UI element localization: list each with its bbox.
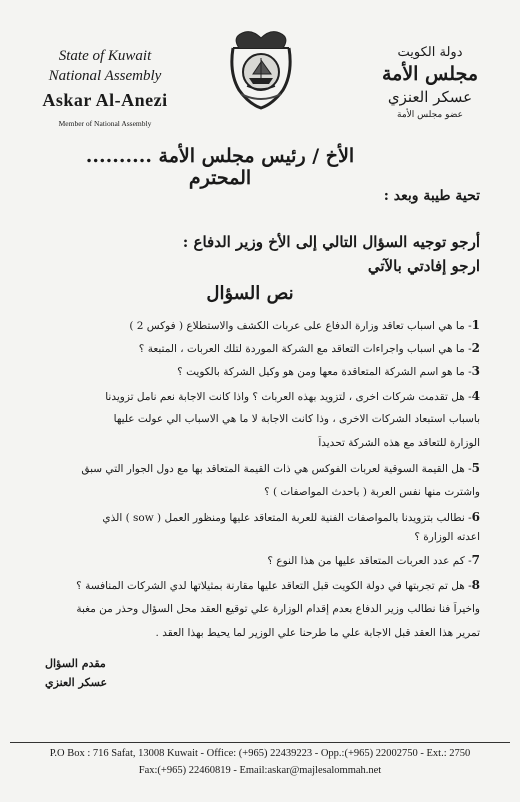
question-number: 4 [471, 389, 480, 403]
question-4-line-2: باسباب استبعاد الشركات الاخرى ، وذا كانت الاجابة لا ما هي الاسباب الي عولت عليها [113, 413, 480, 425]
question-3 [50, 364, 480, 379]
question-4-line-3: الوزارة للتعاقد مع هذه الشركة تحديداً [318, 437, 480, 449]
question-number: 8 [471, 578, 480, 592]
member-name-ar: عسكر العنزي [387, 88, 473, 106]
footer-contact-line: P.O Box : 716 Safat, 13008 Kuwait - Office: (+965) 22439223 - Opp.:(+965) 22002750 - Ext.: 2750 [49, 748, 471, 759]
question-6 [50, 510, 480, 525]
question-5-line-2: واشترت منها نفس العربة ( باحدث المواصفات ) ؟ [264, 486, 480, 498]
salutation: الأخ / رئيس مجلس الأمة .......... المحترم [85, 145, 355, 189]
signature-name: عسكر العنزي [45, 676, 108, 689]
questions-title: نص السؤال [206, 283, 294, 304]
request-line-1: أرجو توجيه السؤال التالي إلى الأخ وزير الدفاع : [182, 233, 480, 251]
signature-title: مقدم السؤال [45, 657, 106, 670]
question-text: - ما هي اسباب تعاقد وزارة الدفاع على عربات الكشف والاستطلاع ( فوكس 2 ) [129, 320, 472, 332]
question-number: 1 [471, 318, 480, 332]
footer-fax-email-line: Fax:(+965) 22460819 - Email:askar@majlesalommah.net [138, 765, 382, 776]
question-number: 2 [471, 341, 480, 355]
member-name-en: Askar Al-Anezi [42, 90, 168, 110]
question-8-line-2: واخيراً فنا نطالب وزير الدفاع بعدم إقدام الوزارة علي توقيع العقد محل السؤال وحذر من مغبة [76, 603, 480, 615]
question-number: 6 [471, 510, 480, 524]
question-text: - ما هو اسم الشركة المتعاقدة معها ومن هو وكيل الشركة بالكويت ؟ [177, 366, 472, 378]
assembly-name-en: National Assembly [48, 68, 162, 84]
greeting: تحية طيبة وبعد : [383, 188, 480, 204]
question-number: 3 [471, 364, 480, 378]
arabic-letterhead [370, 44, 490, 122]
kuwait-emblem-icon [225, 28, 297, 110]
state-name-en: State of Kuwait [58, 48, 152, 64]
question-2 [50, 341, 480, 356]
question-8-line-3: تمرير هذا العقد قبل الاجابة علي ما طرحنا علي الوزير لما يحيط بهذا العقد . [155, 627, 480, 639]
assembly-name-ar: مجلس الأمة [381, 63, 479, 85]
question-7 [50, 553, 480, 568]
question-number: 5 [471, 461, 480, 475]
question-8 [50, 578, 480, 593]
question-4 [50, 389, 480, 404]
question-text: - نطالب بتزويدنا بالمواصفات الفنية للعربة المتعاقد عليها ومنظور العمل ( sow ) الذي [102, 512, 472, 524]
question-5 [50, 461, 480, 476]
question-number: 7 [471, 553, 480, 567]
request-line-2: ارجو إفادتي بالآتي [367, 257, 480, 275]
footer-divider [10, 742, 510, 743]
english-letterhead [30, 46, 180, 130]
member-role-ar: عضو مجلس الأمة [397, 110, 463, 120]
question-text: - هل تقدمت شركات اخرى ، لتزويد بهذه العربات ؟ واذا كانت الاجابة نعم نامل تزويدنا [105, 391, 472, 403]
question-text: - هل تم تجربتها في دولة الكويت قبل التعاقد عليها مقارنة بمثيلاتها لدي الشركات المنافسة ؟ [76, 580, 472, 592]
question-6-line-2: اعدته الوزارة ؟ [414, 531, 480, 543]
question-text: - كم عدد العربات المتعاقد عليها من هذا النوع ؟ [267, 555, 472, 567]
question-1 [50, 318, 480, 333]
member-role-en: Member of National Assembly [58, 119, 152, 128]
state-name-ar: دولة الكويت [397, 45, 463, 60]
question-text: - هل القيمة السوقية لعربات الفوكس هي ذات القيمة المتعاقد بها مع دول الجوار التي سبق [81, 463, 472, 475]
question-text: - ما هي اسباب واجراءات التعاقد مع الشركة الموردة لتلك العربات ، المتبعة ؟ [138, 343, 472, 355]
